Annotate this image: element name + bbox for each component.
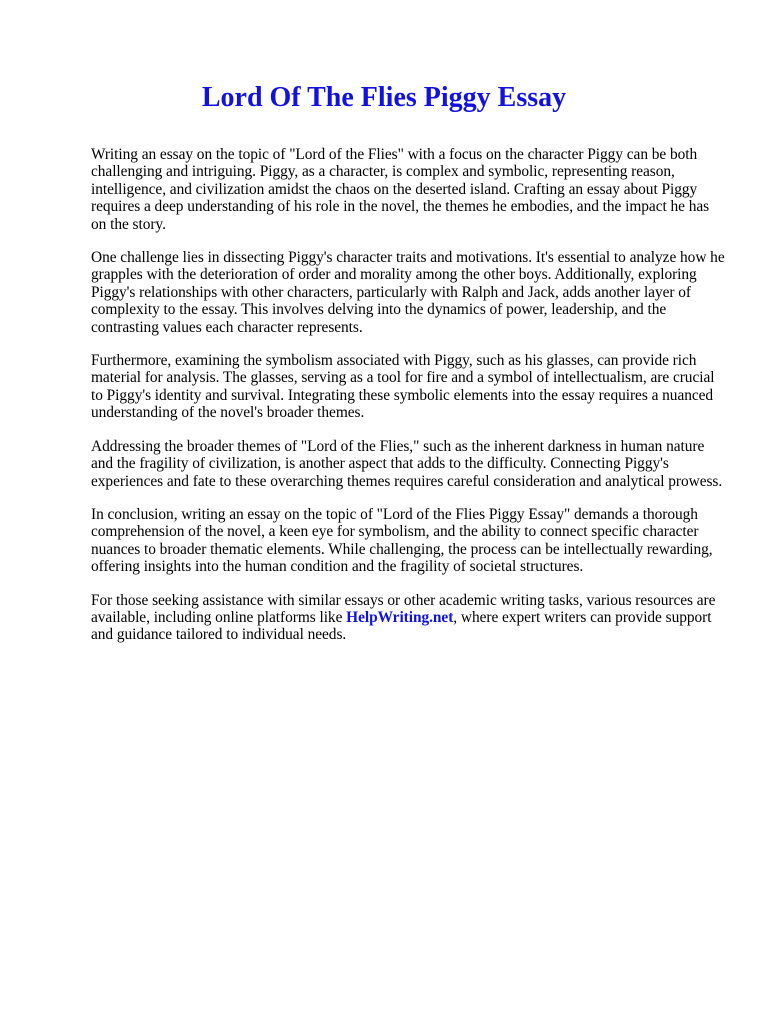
paragraph-5: In conclusion, writing an essay on the topic of "Lord of the Flies Piggy Essay" demands a thorough comprehension of the novel, a keen eye for symbolism, and the ability to connect specific character nuances to broader thematic elements. While challenging, the process can be intellectually rewarding, offering insights into the human condition and the fragility of societal structures. bbox=[91, 505, 713, 576]
document-body bbox=[91, 146, 727, 660]
helpwriting-link[interactable]: HelpWriting.net bbox=[346, 608, 454, 626]
paragraph-4: Addressing the broader themes of "Lord of the Flies," such as the inherent darkness in human nature and the fragility of civilization, is another aspect that adds to the difficulty. Connecting Piggy's experiences and fate to these overarching themes requires careful consideration and analytical prowess. bbox=[91, 437, 723, 490]
paragraph-3: Furthermore, examining the symbolism associated with Piggy, such as his glasses, can provide rich material for analysis. The glasses, serving as a tool for fire and a symbol of intellectualism, are crucial to Piggy's identity and survival. Integrating these symbolic elements into the essay requires a nuanced understanding of the novel's broader themes. bbox=[91, 352, 715, 422]
paragraph-1: Writing an essay on the topic of "Lord of the Flies" with a focus on the character Piggy can be both challenging and intriguing. Piggy, as a character, is complex and symbolic, representing reason, intelligence, and civilization amidst the chaos on the deserted island. Crafting an essay about Piggy requires a deep understanding of his role in the novel, the themes he embodies, and the impact he has on the story. bbox=[91, 146, 710, 233]
paragraph-6 bbox=[91, 592, 727, 644]
paragraph-2: One challenge lies in dissecting Piggy's character traits and motivations. It's essential to analyze how he grapples with the deterioration of order and morality among the other boys. Additionally, exploring Piggy's relationships with other characters, particularly with Ralph and Jack, adds another layer of complexity to the essay. This involves delving into the dynamics of power, leadership, and the contrasting values each character represents. bbox=[91, 249, 725, 336]
paragraph-6-after-link: , where expert writers can provide support and guidance tailored to individual needs. bbox=[91, 608, 712, 644]
document-title: Lord Of The Flies Piggy Essay bbox=[201, 82, 567, 113]
paragraph-6-before-link: For those seeking assistance with similar essays or other academic writing tasks, various resources are available, including online platforms like bbox=[91, 591, 716, 626]
